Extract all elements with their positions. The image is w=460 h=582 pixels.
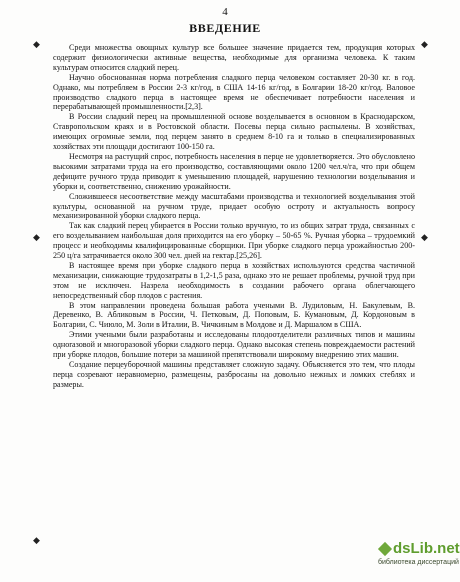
paragraph: Сложившееся несоответствие между масштабами производства и технологией возделывания этой культуры, основанной на ручном труде, придает особую остроту и актуальность вопросу механизированной уборки сладкого перца. [53,191,415,221]
binder-mark: ◆ [33,39,40,49]
binder-mark: ◆ [33,232,40,242]
paragraph: В настоящее время при уборке сладкого перца в хозяйствах используются средства частичной механизации, снижающие трудозатраты в 1,2-1,5 раза, однако это не решает проблемы, ручной труд при этом не исключен. Назрела необходимость в создании рабочего органа облегчающего непосредственный сбор плодов с растения. [53,260,415,300]
page-title: ВВЕДЕНИЕ [189,21,261,35]
paragraph: Несмотря на растущий спрос, потребность населения в перце не удовлетворяется. Это обусловлено высокими затратами труда на его производство, составляющими около 1200 чел.ч/га, что при общем дефиците ручного труда приводит к уменьшению площадей, нарушению технологии возделывания и уборки и, соответственно, снижению урожайности. [53,151,415,191]
page-number: 4 [222,6,228,18]
paragraph: Этими учеными были разработаны и исследованы плодоотделители различных типов и машины однorазовой и многоразовой уборки сладкого перца. Однако высокая степень повреждаемости растений при уборке плодов, большие потери за машиной препятствовали широкому внедрению этих машин. [53,330,415,360]
paragraph: Создание перцеуборочной машины представляет сложную задачу. Объясняется это тем, что плоды перца созревают неравномерно, размещены, разбросаны на довольно нежных и ломких стеблях и размеры. [53,360,415,389]
dslib-logo-icon [378,541,392,555]
document-body [53,43,415,390]
paragraph: Так как сладкий перец убирается в России только вручную, то из общих затрат труда, связанных с его возделыванием наибольшая доля приходится на его уборку – 50-65 %. Ручная уборка – трудоемкий процесс и необходимы квалифицированные сборщики. При уборке сладкого перца урожайностью 200-250 ц/га затрачивается около 300 чел. дней на гектар.[25,26]. [53,221,415,261]
paragraph: Научно обоснованная норма потребления сладкого перца человеком составляет 20-30 кг. в год. Однако, мы потребляем в России 2-3 кг/год, в США 14-16 кг/год, в Болгарии 18-20 кг/год. Валовое производство сладкого перца в настоящее время не обеспечивает потребности населения и перерабатывающей промышленности.[2,3]. [53,72,415,112]
watermark-brand: dsLib.net [393,540,460,557]
dslib-watermark[interactable] [378,540,460,578]
paragraph: В России сладкий перец на промышленной основе возделывается в основном в Краснодарском, Ставропольском краях и в Ростовской области. Посевы перца сильно распылены. В хозяйствах, имеющих огромные земли, под перцем занято в среднем 8-10 га и только в специализированных хозяйствах эти площади достигают 100-150 га. [53,112,415,152]
binder-mark: ◆ [33,535,40,545]
binder-mark: ◆ [421,39,428,49]
watermark-subtitle: библиотека диссертаций [378,559,459,566]
binder-mark: ◆ [421,232,428,242]
paragraph: В этом направлении проведена большая работа учеными В. Лудиловым, Н. Бакулевым, В. Деревенко, В. Абликовым в России, Ч. Петковым, Д. Поповым, Б. Кумановым, Д. Кордоновым в Болгарии, С. Чиюло, М. Золи в Италии, В. Чичкиным в Молдове и Д. Маршалом в США. [53,300,415,330]
paragraph: Среди множества овощных культур все большее значение придается тем, продукция которых содержит физиологически активные вещества, необходимые для организма человека. К таким культурам относится сладкий перец. [53,43,415,72]
